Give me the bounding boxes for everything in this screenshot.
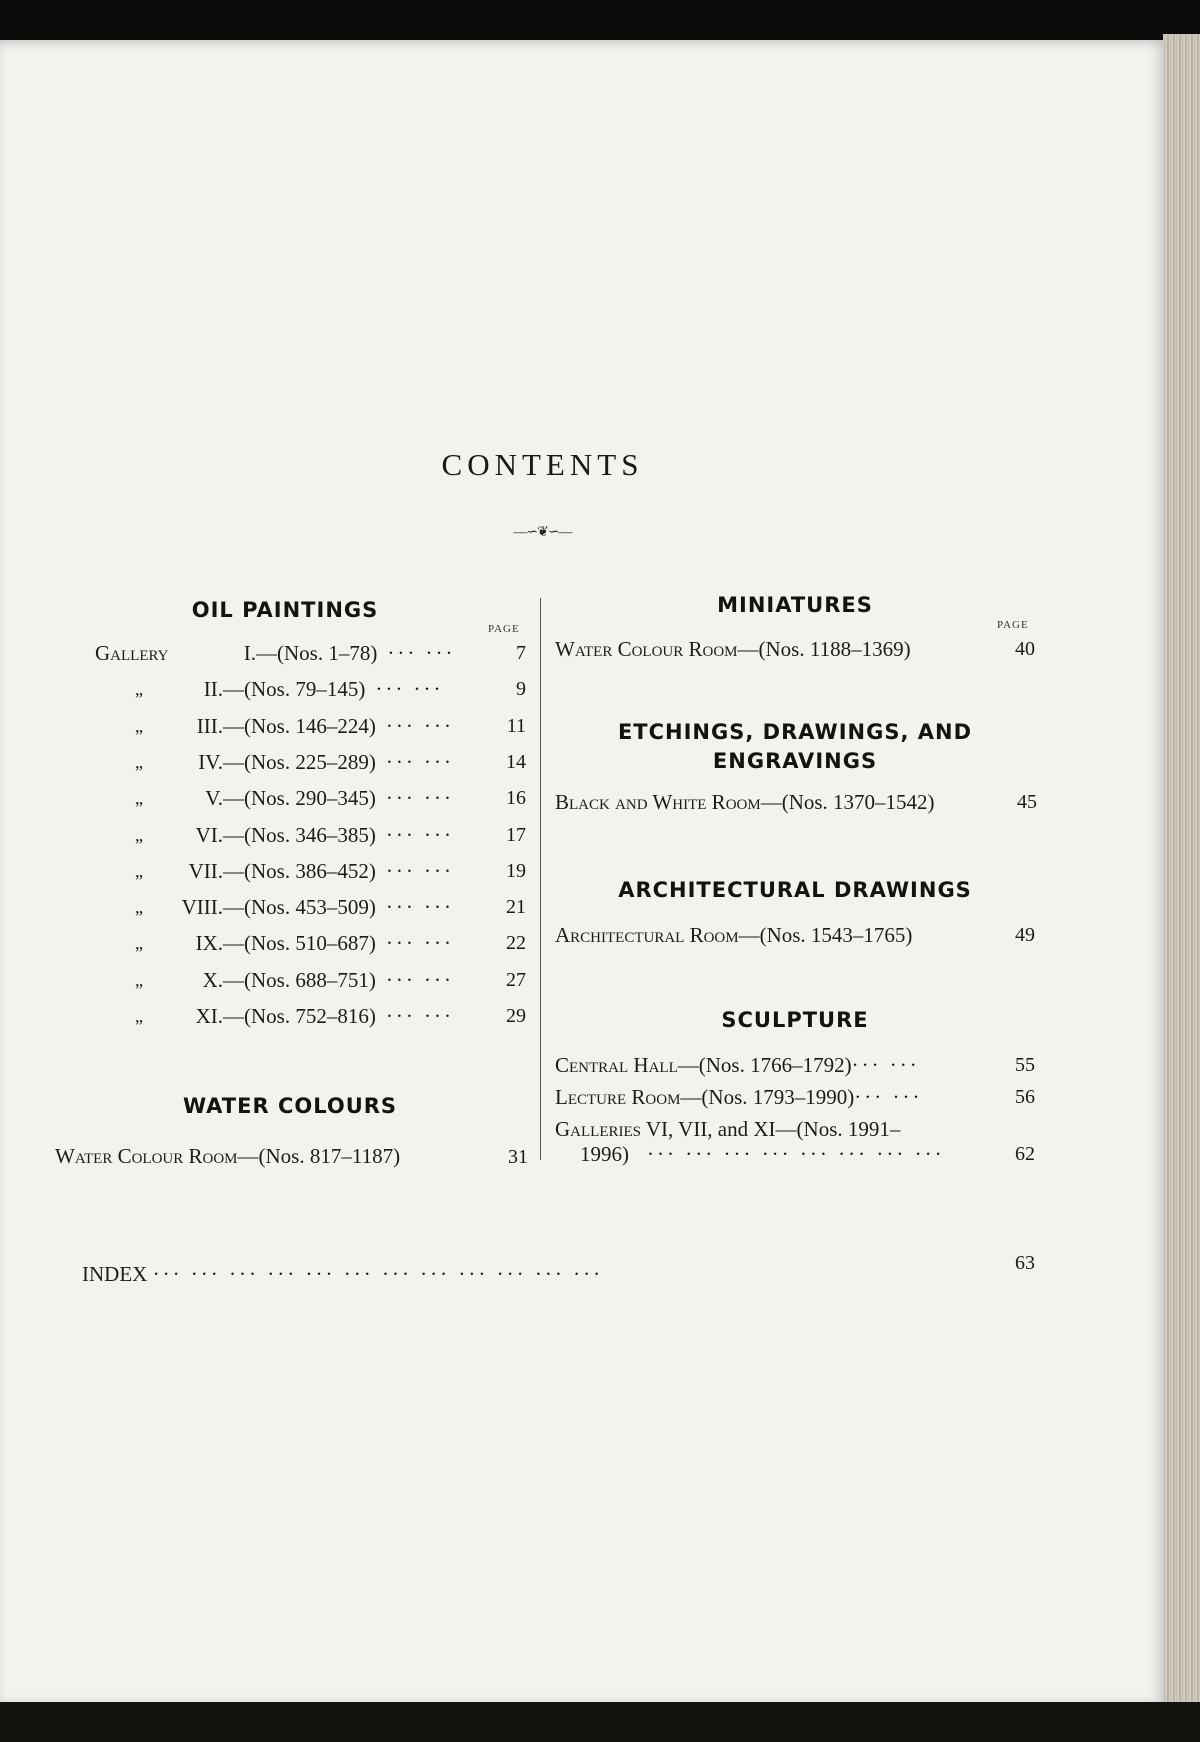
gallery-numeral: VIII. [181,895,223,919]
leader-dots: ··· ··· [385,786,455,810]
gallery-range: —(Nos. 346–385) [223,823,376,847]
gallery-range: —(Nos. 290–345) [223,786,376,810]
gallery-row [175,931,454,956]
leader-dots: ··· ··· [385,1004,455,1028]
gallery-numeral: IX. [195,931,223,955]
gallery-numeral: I. [243,641,256,665]
architectural-room: Architectural Room [555,923,739,947]
ditto-mark: „ [135,933,143,953]
etchings-entry [555,790,935,815]
water-colours-heading: WATER COLOURS [182,1094,398,1118]
gallery-range: —(Nos. 386–452) [223,859,376,883]
leader-dots: ··· ··· [387,641,456,665]
ditto-mark: „ [135,752,143,772]
gallery-page: 16 [506,787,526,809]
ditto-mark: „ [135,861,143,881]
architectural-page: 49 [1015,924,1035,946]
leader-dots: ··· ··· ··· ··· ··· ··· ··· ··· [647,1142,945,1166]
index-entry [82,1262,603,1287]
gallery-page: 29 [506,1005,526,1027]
gallery-word: Gallery [95,641,169,665]
index-label: INDEX [82,1262,148,1286]
gallery-numeral: V. [205,786,223,810]
architectural-range: —(Nos. 1543–1765) [738,923,913,947]
sculpture-range: —(Nos. 1766–1792) [677,1053,852,1077]
sculpture-entry-central-hall [555,1053,920,1078]
gallery-numeral: IV. [198,750,223,774]
water-colours-range: —(Nos. 817–1187) [237,1144,401,1168]
gallery-row [175,677,444,702]
sculpture-room: Galleries [555,1117,641,1141]
gallery-page: 22 [506,932,526,954]
galleries-line1: VI, VII, and XI—(Nos. 1991– [645,1117,901,1141]
gallery-page: 17 [506,824,526,846]
page-title: CONTENTS [441,447,644,482]
gallery-numeral: VII. [188,859,223,883]
miniatures-page: 40 [1015,638,1035,660]
leader-dots: ··· ··· [854,1085,923,1109]
sculpture-page: 55 [1015,1054,1035,1076]
sculpture-page: 62 [1015,1143,1035,1165]
water-colours-room: Water Colour Room [55,1144,238,1168]
gallery-range: —(Nos. 225–289) [223,750,376,774]
sculpture-entry-lecture-room [555,1085,922,1110]
miniatures-range: —(Nos. 1188–1369) [737,637,911,661]
gallery-range: —(Nos. 510–687) [223,931,376,955]
miniatures-room: Water Colour Room [555,637,738,661]
gallery-numeral: II. [203,677,223,701]
leader-dots: ··· ··· [385,968,455,992]
column-divider [540,598,541,1160]
bottom-border [0,1702,1200,1742]
ditto-mark: „ [135,970,143,990]
sculpture-page: 56 [1015,1086,1035,1108]
gallery-row [175,750,454,775]
miniatures-entry [555,637,911,662]
gallery-row [208,641,456,666]
gallery-range: —(Nos. 688–751) [223,968,376,992]
galleries-line2: 1996) [580,1142,629,1166]
page-edge [1163,34,1200,1704]
ornament-divider: —∽❦∽— [513,525,572,540]
gallery-numeral: VI. [195,823,223,847]
etchings-page: 45 [1017,791,1037,813]
sculpture-room: Lecture Room [555,1085,681,1109]
architectural-entry [555,923,912,948]
gallery-numeral: XI. [195,1004,223,1028]
leader-dots: ··· ··· [375,677,444,701]
miniatures-page-label: PAGE [997,619,1029,631]
ditto-mark: „ [135,788,143,808]
gallery-row [175,1004,454,1029]
miniatures-heading: MINIATURES [717,593,873,617]
sculpture-entry-galleries-cont [580,1142,945,1167]
gallery-range: —(Nos. 146–224) [223,714,376,738]
leader-dots: ··· ··· [385,895,455,919]
oil-paintings-heading: OIL PAINTINGS [191,598,379,622]
water-colours-entry [55,1144,400,1169]
sculpture-heading: SCULPTURE [721,1008,869,1032]
gallery-range: —(Nos. 1–78) [256,641,378,665]
leader-dots: ··· ··· [851,1053,920,1077]
gallery-range: —(Nos. 752–816) [223,1004,376,1028]
gallery-row [175,968,454,993]
ditto-mark: „ [135,716,143,736]
leader-dots: ··· ··· [385,859,455,883]
gallery-page: 9 [516,678,526,700]
leader-dots: ··· ··· ··· ··· ··· ··· ··· ··· ··· ··· ··· ··· [152,1262,604,1286]
oil-paintings-page-label: PAGE [488,623,520,635]
leader-dots: ··· ··· [385,823,455,847]
gallery-numeral: X. [202,968,223,992]
ditto-mark: „ [135,1006,143,1026]
sculpture-range: —(Nos. 1793–1990) [680,1085,855,1109]
gallery-page: 19 [506,860,526,882]
leader-dots: ··· ··· [385,931,455,955]
gallery-page: 14 [506,751,526,773]
gallery-numeral: III. [196,714,223,738]
gallery-range: —(Nos. 453–509) [223,895,376,919]
ditto-mark: „ [135,825,143,845]
leader-dots: ··· ··· [385,714,455,738]
etchings-heading-line2: ENGRAVINGS [712,749,878,773]
ditto-mark: „ [135,679,143,699]
gallery-page: 21 [506,896,526,918]
leader-dots: ··· ··· [385,750,455,774]
gallery-page: 7 [516,642,526,664]
architectural-heading: ARCHITECTURAL DRAWINGS [618,878,972,902]
sculpture-entry-galleries [555,1117,900,1142]
gallery-page: 11 [506,715,526,737]
gallery-range: —(Nos. 79–145) [223,677,366,701]
gallery-page: 27 [506,969,526,991]
gallery-row [175,859,454,884]
sculpture-room: Central Hall [555,1053,678,1077]
gallery-row [175,895,454,920]
gallery-row [175,823,454,848]
etchings-room: Black and White Room [555,790,761,814]
gallery-row [175,786,454,811]
etchings-range: —(Nos. 1370–1542) [760,790,935,814]
gallery-row [175,714,454,739]
ditto-mark: „ [135,897,143,917]
water-colours-page: 31 [508,1146,528,1168]
etchings-heading-line1: ETCHINGS, DRAWINGS, AND [617,720,973,744]
index-page: 63 [1015,1252,1035,1274]
